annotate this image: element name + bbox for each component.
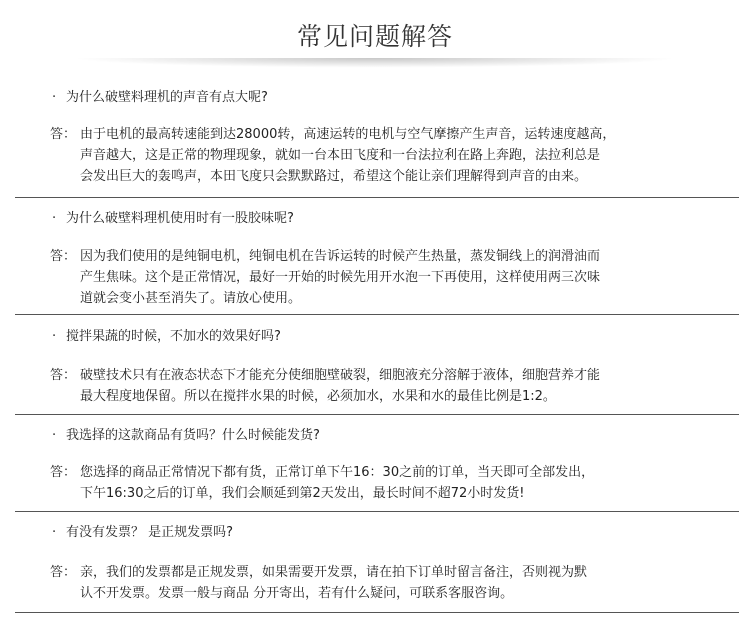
faq-question [52,524,233,542]
answer-line: 因为我们使用的是纯铜电机，纯铜电机在告诉运转的时候产生热量，蒸发铜线上的润滑油而 [80,249,601,264]
answer-line: 最大程度地保留。所以在搅拌水果的时候，必须加水，水果和水的最佳比例是1:2。 [80,389,556,404]
faq-question [52,427,320,445]
page-title: 常见问题解答 [296,22,453,51]
answer-line: 破壁技术只有在液态状态下才能充分使细胞壁破裂，细胞液充分溶解于液体，细胞营养才能 [80,368,601,383]
bullet: · [52,428,57,443]
answer-label: 答： [50,368,77,383]
faq-question [52,210,294,228]
answer-label: 答： [50,127,77,142]
question-text: 搅拌果蔬的时候，不加水的效果好吗? [66,329,281,344]
divider [15,511,739,512]
bullet: · [52,211,57,226]
answer-line: 会发出巨大的轰鸣声，本田飞度只会默默路过，希望这个能让亲们理解得到声音的由来。 [80,169,588,184]
bullet: · [52,525,57,540]
answer-line: 您选择的商品正常情况下都有货，正常订单下午16：30之前的订单，当天即可全部发出， [80,465,595,480]
answer-line: 认不开发票。发票一般与商品 分开寄出，若有什么疑问，可联系客服咨询。 [80,586,514,601]
answer-line: 下午16:30之后的订单，我们会顺延到第2天发出，最长时间不超72小时发货! [80,486,525,501]
answer-line: 产生焦味。这个是正常情况，最好一开始的时候先用开水泡一下再使用，这样使用两三次味 [80,270,601,285]
question-text: 我选择的这款商品有货吗？什么时候能发货? [66,428,320,443]
answer-label: 答： [50,565,77,580]
question-text: 为什么破壁料理机使用时有一股胶味呢? [66,211,294,226]
divider [15,612,739,613]
answer-line: 由于电机的最高转速能到达28000转，高速运转的电机与空气摩擦产生声音，运转速度越高， [80,127,616,142]
title-shadow [0,58,750,70]
bullet: · [52,329,57,344]
answer-line: 声音越大，这是正常的物理现象，就如一台本田飞度和一台法拉利在路上奔跑，法拉利总是 [80,148,601,163]
divider [15,414,739,415]
faq-question [52,328,281,346]
answer-label: 答： [50,249,77,264]
divider [15,197,739,198]
question-text: 有没有发票？ 是正规发票吗? [66,525,234,540]
divider [15,314,739,315]
bullet: · [52,90,57,105]
answer-line: 道就会变小甚至消失了。请放心使用。 [80,291,302,306]
faq-question [52,89,268,107]
answer-line: 亲，我们的发票都是正规发票，如果需要开发票，请在拍下订单时留言备注，否则视为默 [80,565,588,580]
question-text: 为什么破壁料理机的声音有点大呢? [66,90,268,105]
answer-label: 答： [50,465,77,480]
